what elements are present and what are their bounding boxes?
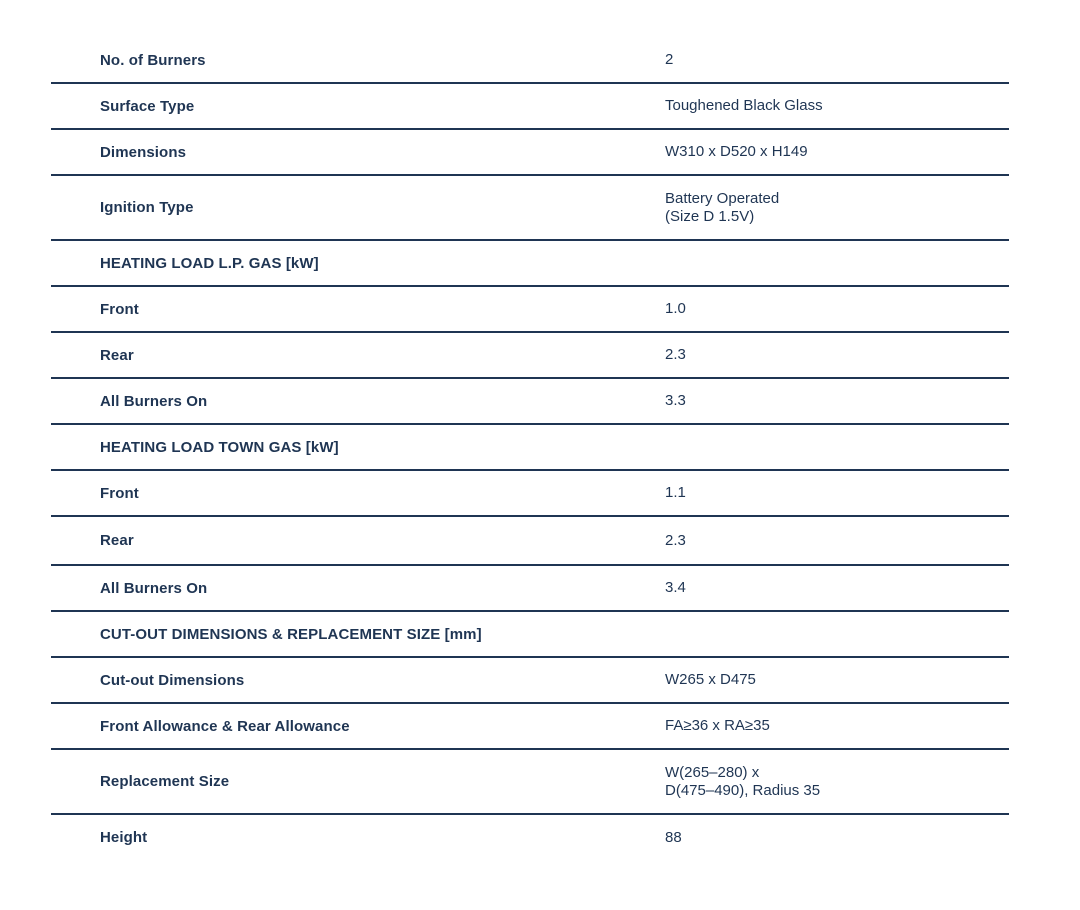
spec-row-ignition-type [51, 176, 1009, 241]
spec-table [51, 38, 1009, 860]
spec-row-allowance [51, 704, 1009, 750]
spec-value: FA≥36 x RA≥35 [665, 717, 770, 734]
spec-label: All Burners On [100, 392, 208, 410]
section-header-town-gas [51, 425, 1009, 471]
spec-value: 88 [665, 828, 682, 846]
spec-row-burners [51, 38, 1009, 84]
spec-label: Rear [100, 532, 134, 549]
spec-label: Cut-out Dimensions [100, 671, 245, 689]
spec-row-cut-out-dimensions [51, 658, 1009, 704]
spec-label: All Burners On [100, 579, 208, 597]
spec-label: Front [100, 300, 139, 318]
spec-label: No. of Burners [100, 51, 206, 69]
section-header-label: HEATING LOAD L.P. GAS [kW] [100, 254, 319, 272]
spec-row-town-rear [51, 517, 1009, 566]
spec-row-lp-front [51, 287, 1009, 333]
spec-value: 1.0 [665, 300, 686, 317]
spec-label: Front Allowance & Rear Allowance [100, 717, 350, 735]
spec-value: W310 x D520 x H149 [665, 143, 808, 160]
spec-label: Surface Type [100, 97, 195, 115]
spec-value: 2.3 [665, 346, 686, 363]
spec-value: Toughened Black Glass [665, 97, 823, 114]
spec-value: 2 [665, 51, 674, 68]
spec-row-surface-type [51, 84, 1009, 130]
spec-row-town-all-burners [51, 566, 1009, 612]
spec-row-lp-rear [51, 333, 1009, 379]
spec-value: 2.3 [665, 531, 686, 549]
spec-row-lp-all-burners [51, 379, 1009, 425]
section-header-cut-out [51, 612, 1009, 658]
spec-value: 3.3 [665, 392, 686, 409]
spec-row-town-front [51, 471, 1009, 517]
spec-label: Height [100, 829, 148, 846]
spec-row-dimensions [51, 130, 1009, 176]
spec-label: Front [100, 484, 139, 502]
spec-row-height [51, 815, 1009, 860]
spec-label: Ignition Type [100, 199, 194, 216]
spec-label: Replacement Size [100, 773, 230, 790]
spec-value: Battery Operated (Size D 1.5V) [665, 189, 780, 225]
section-header-label: CUT-OUT DIMENSIONS & REPLACEMENT SIZE [mm] [100, 625, 482, 643]
section-header-lp-gas [51, 241, 1009, 287]
spec-value: W265 x D475 [665, 671, 756, 688]
spec-value: 3.4 [665, 579, 686, 596]
spec-label: Dimensions [100, 143, 187, 161]
spec-value: 1.1 [665, 484, 686, 501]
spec-row-replacement-size [51, 750, 1009, 815]
spec-label: Rear [100, 346, 134, 364]
spec-value: W(265–280) x D(475–490), Radius 35 [665, 763, 821, 799]
section-header-label: HEATING LOAD TOWN GAS [kW] [100, 438, 339, 456]
